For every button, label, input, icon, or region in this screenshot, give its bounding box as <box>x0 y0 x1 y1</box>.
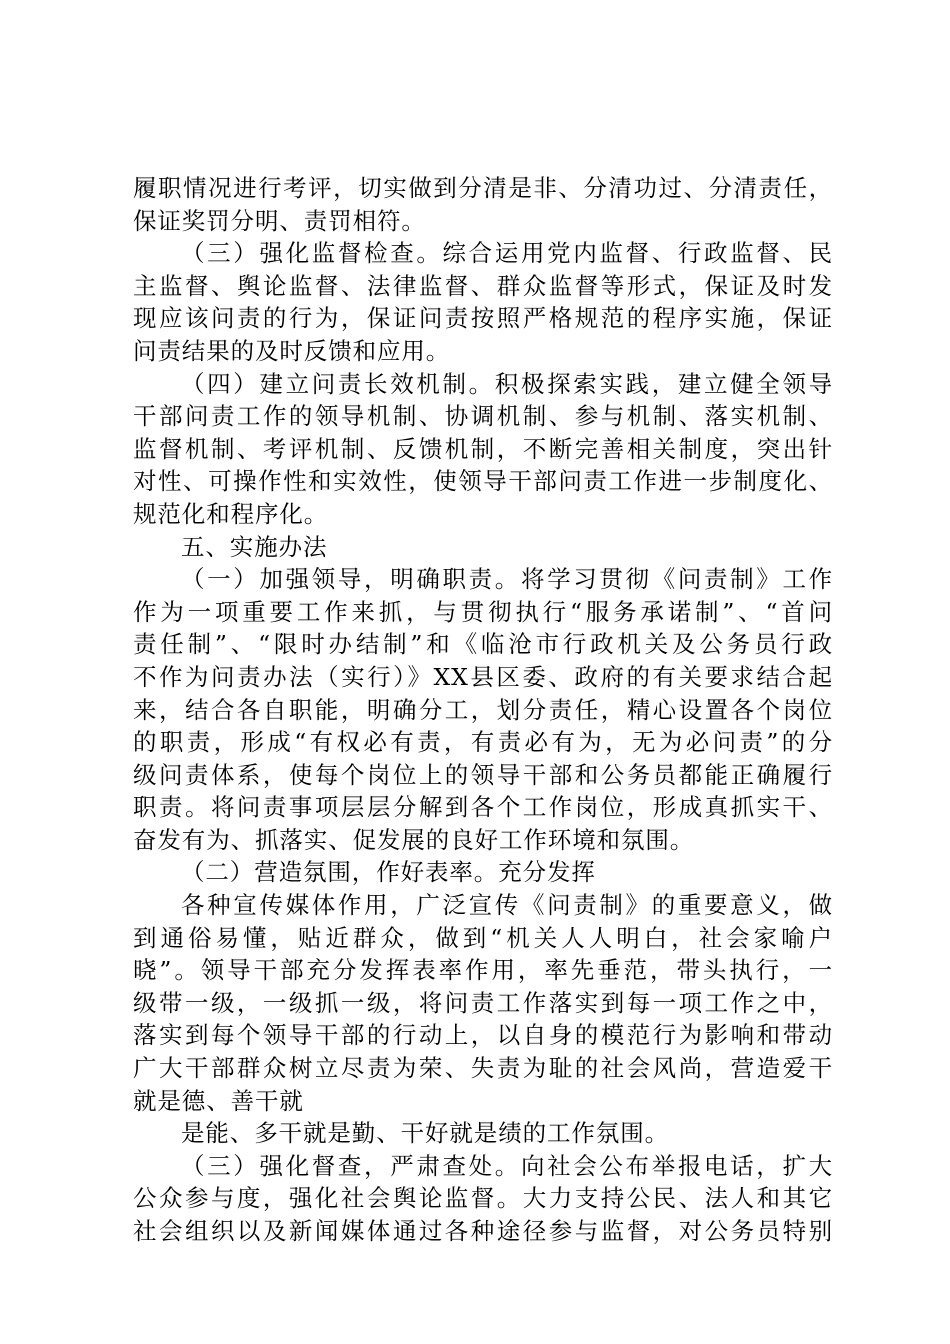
text-line: 级带一级，一级抓一级，将问责工作落实到每一项工作之中， <box>133 988 833 1017</box>
text-line: 对性、可操作性和实效性，使领导干部问责工作进一步制度化、 <box>133 467 833 496</box>
text-line: 五、实施办法 <box>181 532 328 561</box>
text-line: （二）营造氛围，作好表率。充分发挥 <box>181 858 596 887</box>
text-line: 监督机制、考评机制、反馈机制，不断完善相关制度，突出针 <box>133 434 833 463</box>
text-line: （三）强化督查，严肃查处。向社会公布举报电话，扩大 <box>181 1151 833 1180</box>
text-line: 规范化和程序化。 <box>133 499 329 528</box>
text-line: 来，结合各自职能，明确分工，划分责任，精心设置各个岗位 <box>133 695 833 724</box>
text-line: 公众参与度，强化社会舆论监督。大力支持公民、法人和其它 <box>133 1184 833 1213</box>
text-line: 保证奖罚分明、责罚相符。 <box>133 206 426 235</box>
text-line: 现应该问责的行为，保证问责按照严格规范的程序实施，保证 <box>133 304 833 333</box>
text-line: 问责结果的及时反馈和应用。 <box>133 336 451 365</box>
document-body <box>133 172 833 1248</box>
text-line: 奋发有为、抓落实、促发展的良好工作环境和氛围。 <box>133 825 695 854</box>
text-line: （三）强化监督检查。综合运用党内监督、行政监督、民 <box>181 239 833 268</box>
text-line: 是能、多干就是勤、干好就是绩的工作氛围。 <box>181 1119 669 1148</box>
text-line: 级问责体系，使每个岗位上的领导干部和公务员都能正确履行 <box>133 760 833 789</box>
text-line: 各种宣传媒体作用，广泛宣传《问责制》的重要意义，做 <box>181 891 833 920</box>
text-line: 晓”。领导干部充分发挥表率作用，率先垂范，带头执行，一 <box>133 956 833 985</box>
text-line: 广大干部群众树立尽责为荣、失责为耻的社会风尚，营造爱干 <box>133 1054 833 1083</box>
text-line: （一）加强领导，明确职责。将学习贯彻《问责制》工作 <box>181 565 833 594</box>
text-line: （四）建立问责长效机制。积极探索实践，建立健全领导 <box>181 369 833 398</box>
text-line: 作为一项重要工作来抓，与贯彻执行“服务承诺制”、“首问 <box>133 597 833 626</box>
text-line: 就是德、善干就 <box>133 1086 304 1115</box>
text-line: 职责。将问责事项层层分解到各个工作岗位，形成真抓实干、 <box>133 793 833 822</box>
text-line: 责任制”、“限时办结制”和《临沧市行政机关及公务员行政 <box>133 630 833 659</box>
text-line: 落实到每个领导干部的行动上，以自身的模范行为影响和带动 <box>133 1021 833 1050</box>
text-line: 主监督、舆论监督、法律监督、群众监督等形式，保证及时发 <box>133 271 833 300</box>
text-line: 干部问责工作的领导机制、协调机制、参与机制、落实机制、 <box>133 402 833 431</box>
text-line: 履职情况进行考评，切实做到分清是非、分清功过、分清责任， <box>133 174 833 202</box>
text-line: 的职责，形成“有权必有责，有责必有为，无为必问责”的分 <box>133 728 833 757</box>
text-line: 不作为问责办法（实行）》XX县区委、政府的有关要求结合起 <box>133 662 833 691</box>
text-line: 社会组织以及新闻媒体通过各种途径参与监督，对公务员特别 <box>133 1217 833 1245</box>
text-line: 到通俗易懂，贴近群众，做到“机关人人明白，社会家喻户 <box>133 923 833 952</box>
